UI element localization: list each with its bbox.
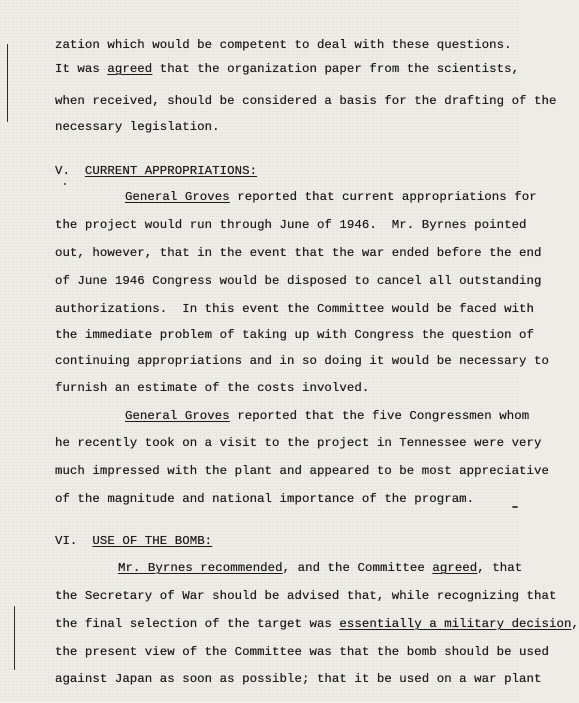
line-text: the Secretary of War should be advised that, while recognizing that: [54, 589, 557, 603]
line-text: furnish an estimate of the costs involved.: [54, 381, 370, 395]
margin-bracket-bottom: [14, 606, 15, 670]
line-text: , and the Committee: [282, 561, 433, 575]
underlined-phrase: essentially a military decision: [339, 617, 572, 631]
line-text: much impressed with the plant and appeared to be most appreciative: [54, 464, 550, 478]
underlined-phrase: Mr. Byrnes recommended: [117, 561, 283, 575]
text-line-4: [25, 103, 220, 151]
section-number: VI.: [54, 534, 93, 548]
line-text: It was: [54, 62, 108, 76]
underlined-name: General Groves: [124, 190, 230, 204]
section-number: V.: [54, 164, 85, 178]
line-text: necessary legislation.: [54, 120, 220, 134]
line-text: of the magnitude and national importance of the program.: [54, 492, 475, 506]
line-text: ,: [571, 617, 579, 631]
line-text: of June 1946 Congress would be disposed to cancel all outstanding: [54, 274, 542, 288]
line-text: the project would run through June of 1946. Mr. Byrnes pointed: [54, 218, 527, 232]
line-text: reported that current appropriations for: [229, 190, 537, 204]
line-text: , that: [477, 561, 523, 575]
line-text: the immediate problem of taking up with Congress the question of: [54, 328, 535, 342]
line-text: the final selection of the target was: [54, 617, 340, 631]
line-text: he recently took on a visit to the project in Tennessee were very: [54, 436, 542, 450]
underlined-agreed: agreed: [107, 62, 153, 76]
stray-mark-right: [512, 506, 518, 508]
underlined-agreed: agreed: [432, 561, 478, 575]
line-text: zation which would be competent to deal with these questions.: [54, 38, 512, 52]
margin-bracket-top: [7, 44, 8, 122]
section-title: USE OF THE BOMB:: [92, 534, 213, 548]
line-text: against Japan as soon as possible; that it be used on a war plant: [54, 672, 542, 686]
line-text: reported that the five Congressmen whom: [229, 409, 530, 423]
line-text: out, however, that in the event that the war ended before the end: [54, 246, 542, 260]
underlined-name: General Groves: [124, 409, 230, 423]
line-text: continuing appropriations and in so doing it would be necessary to: [54, 354, 550, 368]
text-line-23: [25, 655, 542, 703]
line-text: authorizations. In this event the Committee would be faced with: [54, 302, 535, 316]
line-text: the present view of the Committee was that the bomb should be used: [54, 645, 550, 659]
line-text: that the organization paper from the scientists,: [152, 62, 520, 76]
line-text: when received, should be considered a basis for the drafting of the: [54, 94, 557, 108]
text-line-17: [25, 475, 474, 523]
section-title: CURRENT APPROPRIATIONS:: [84, 164, 258, 178]
